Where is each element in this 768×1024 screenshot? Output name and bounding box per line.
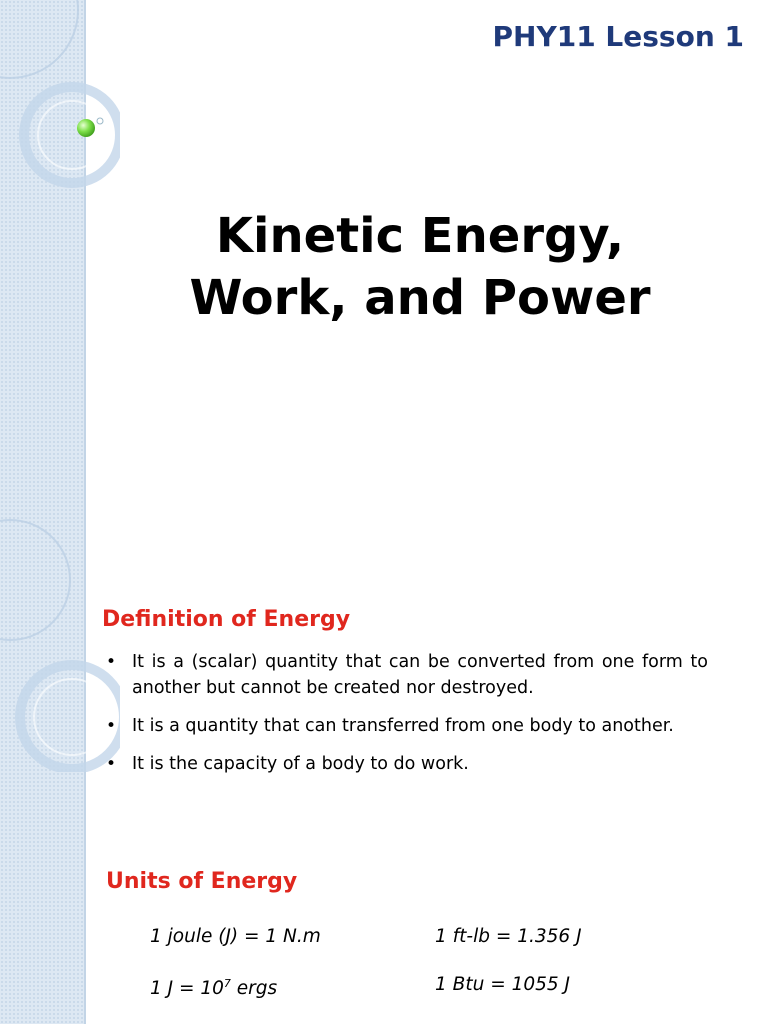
unit-ergs-exponent: 7: [223, 977, 231, 990]
list-item: • It is a (scalar) quantity that can be converted from one form to another but cannot be created nor destroyed.: [104, 649, 708, 701]
unit-ergs-base: 1 J = 10: [150, 978, 224, 1000]
decorative-rings: [0, 0, 120, 200]
unit-joule: 1 joule (J) = 1 N.m: [150, 926, 321, 947]
slide-title-line-2: Work, and Power: [189, 270, 651, 326]
decorative-rings: [0, 512, 120, 772]
lesson-label: PHY11 Lesson 1: [492, 20, 744, 53]
list-item: • It is the capacity of a body to do work.: [104, 751, 708, 777]
unit-btu: 1 Btu = 1055 J: [435, 974, 571, 995]
list-item: • It is a quantity that can transferred from one body to another.: [104, 713, 708, 739]
unit-ergs-label: ergs: [230, 978, 278, 1000]
unit-ergs: [150, 977, 277, 999]
definition-slide: [0, 512, 768, 1024]
definition-bullet-list: [104, 649, 708, 789]
green-orb-icon: [76, 117, 106, 139]
slide-title: [100, 205, 740, 329]
slide-title-line-1: Kinetic Energy,: [215, 208, 625, 264]
units-heading: Units of Energy: [106, 869, 298, 894]
definition-heading: Definition of Energy: [102, 607, 351, 632]
unit-ft-lb: 1 ft-lb = 1.356 J: [435, 926, 582, 947]
